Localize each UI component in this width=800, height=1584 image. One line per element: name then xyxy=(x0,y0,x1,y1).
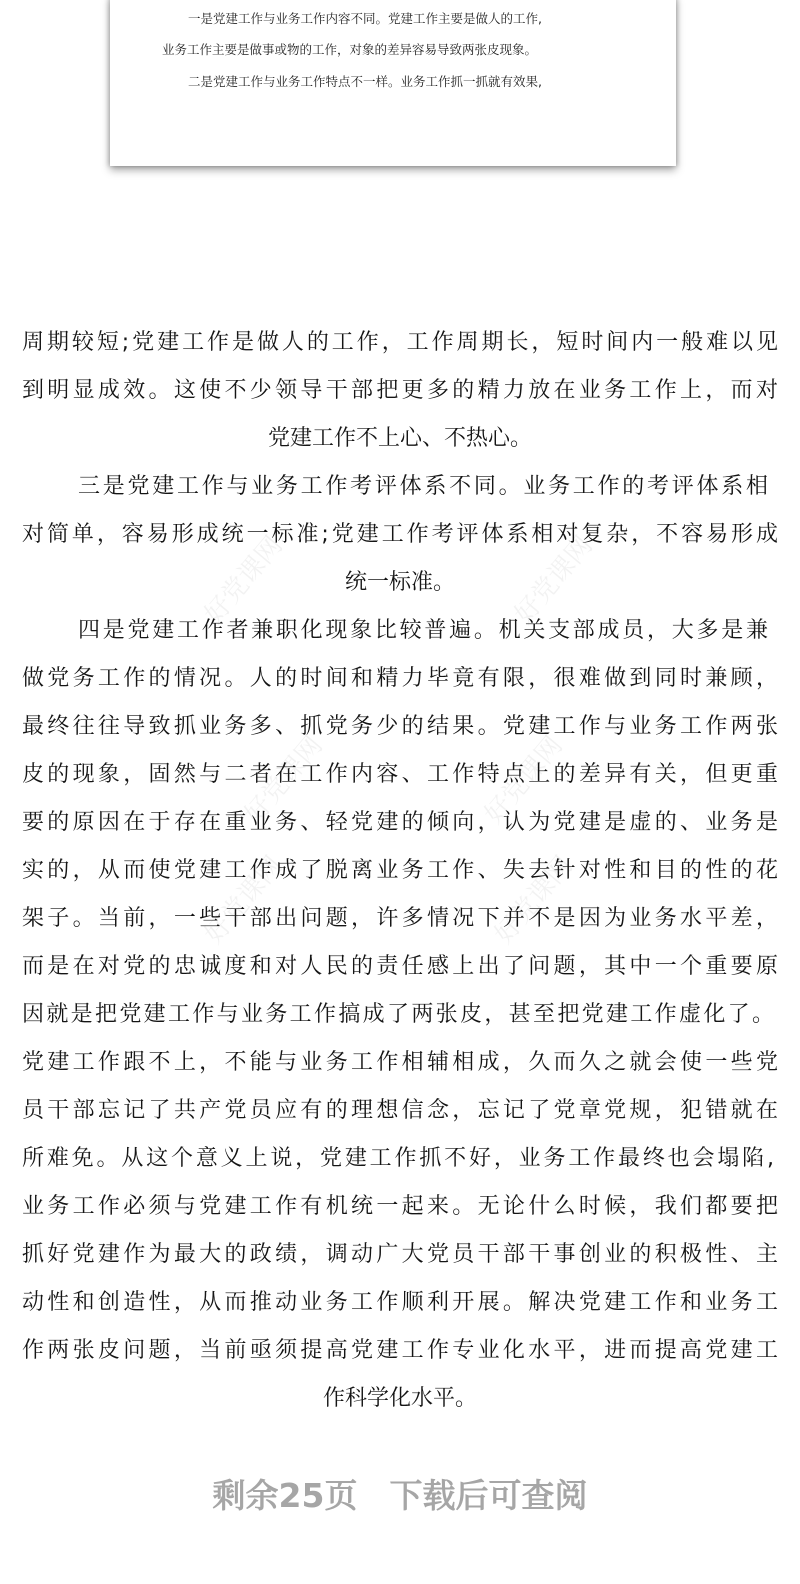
document-line: 做党务工作的情况。人的时间和精力毕竟有限，很难做到同时兼顾， xyxy=(22,666,778,691)
preview-line: 业务工作主要是做事或物的工作，对象的差异容易导致两张皮现象。 xyxy=(162,42,538,57)
document-line: 而是在对党的忠诚度和对人民的责任感上出了问题，其中一个重要原 xyxy=(22,954,778,979)
watermark: 好党课网 xyxy=(199,850,289,950)
document-line: 所难免。从这个意义上说，党建工作抓不好，业务工作最终也会塌陷, xyxy=(22,1146,774,1171)
document-line: 动性和创造性，从而推动业务工作顺利开展。解决党建工作和业务工 xyxy=(22,1290,778,1315)
document-line: 三是党建工作与业务工作考评体系不同。业务工作的考评体系相 xyxy=(78,474,768,499)
document-line: 到明显成效。这使不少领导干部把更多的精力放在业务工作上，而对 xyxy=(22,378,778,403)
document-line: 对简单，容易形成统一标准;党建工作考评体系相对复杂，不容易形成 xyxy=(22,522,778,547)
watermark: 好党课网 xyxy=(239,730,329,830)
document-line: 作科学化水平。 xyxy=(322,1386,477,1411)
preview-line: 一是党建工作与业务工作内容不同。党建工作主要是做人的工作, xyxy=(188,11,542,26)
document-line: 党建工作不上心、不热心。 xyxy=(267,426,532,451)
document-line: 实的，从而使党建工作成了脱离业务工作、失去针对性和目的性的花 xyxy=(22,858,778,883)
watermark: 好党课网 xyxy=(489,850,579,950)
preview-page-card xyxy=(110,0,676,166)
watermark: 好党课网 xyxy=(199,530,289,630)
remaining-pages-count: 剩余25页 xyxy=(212,1476,358,1515)
watermark: 好党课网 xyxy=(479,730,569,830)
document-line: 最终往往导致抓业务多、抓党务少的结果。党建工作与业务工作两张 xyxy=(22,714,778,739)
document-line: 员干部忘记了共产党员应有的理想信念，忘记了党章党规，犯错就在 xyxy=(22,1098,778,1123)
document-line: 抓好党建作为最大的政绩，调动广大党员干部干事创业的积极性、主 xyxy=(22,1242,778,1267)
document-line: 作两张皮问题，当前亟须提高党建工作专业化水平，进而提高党建工 xyxy=(22,1338,778,1363)
download-hint: 下载后可查阅 xyxy=(389,1476,588,1515)
remaining-pages-notice[interactable] xyxy=(0,1470,800,1517)
document-line: 党建工作跟不上，不能与业务工作相辅相成，久而久之就会使一些党 xyxy=(22,1050,778,1075)
document-line: 要的原因在于存在重业务、轻党建的倾向，认为党建是虚的、业务是 xyxy=(22,810,778,835)
document-line: 周期较短;党建工作是做人的工作，工作周期长，短时间内一般难以见 xyxy=(22,330,778,355)
document-line: 皮的现象，固然与二者在工作内容、工作特点上的差异有关，但更重 xyxy=(22,762,778,787)
document-line: 四是党建工作者兼职化现象比较普遍。机关支部成员，大多是兼 xyxy=(78,618,768,643)
document-line: 业务工作必须与党建工作有机统一起来。无论什么时候，我们都要把 xyxy=(22,1194,778,1219)
document-line: 架子。当前，一些干部出问题，许多情况下并不是因为业务水平差， xyxy=(22,906,778,931)
document-line: 统一标准。 xyxy=(344,570,455,595)
document-line: 因就是把党建工作与业务工作搞成了两张皮，甚至把党建工作虚化了。 xyxy=(22,1002,774,1027)
watermark: 好党课网 xyxy=(509,530,599,630)
preview-line: 二是党建工作与业务工作特点不一样。业务工作抓一抓就有效果, xyxy=(188,74,542,89)
